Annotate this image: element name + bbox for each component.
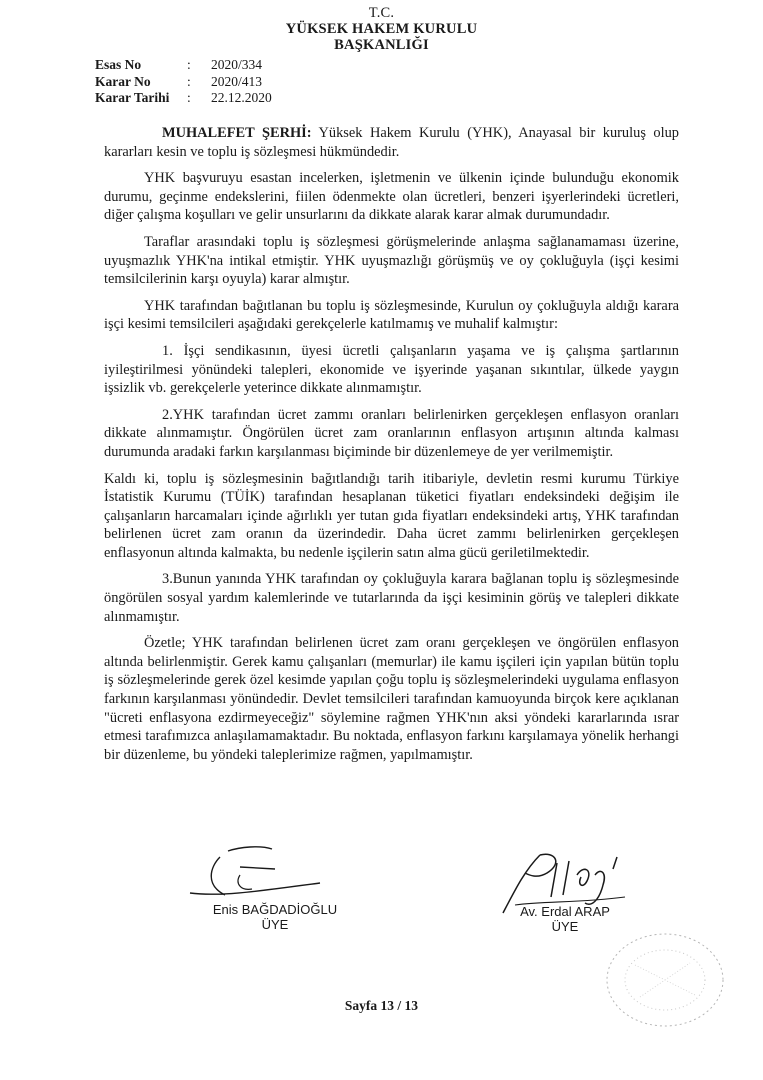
reference-separator: : [187,90,191,106]
reference-separator: : [187,57,191,72]
reference-row-karar-tarihi [95,90,272,107]
official-stamp-image [595,925,735,1035]
paragraph-point-2: 2.YHK tarafından ücret zammı oranları belirlenirken gerçekleşen enflasyon oranları dikkate alınmamıştır. Öngörülen ücret zam oranlarının enflasyon artışının altında kalması durumunda aradaki farkın karşılanması biçiminde bir düzenlemeye de yer verilmemiştir. [104,406,679,460]
reference-block [95,57,272,107]
page-number: Sayfa 13 / 13 [344,998,419,1013]
paragraph-inflation: Kaldı ki, toplu iş sözleşmesinin bağıtlandığı tarih itibariyle, devletin resmi kurumu Türkiye İstatistik Kurumu (TÜİK) tarafından hesaplanan tüketici fiyatları endeksindeki değişim ile çalışanların harcamaları içinde ağırlıklı yer tutan gıda fiyatları endeksindeki artış, YHK tarafından belirlenen ücret zam oranın da üzerindedir. Daha ücret zammı belirlenirken gerçekleşen enflasyonun altında kalmakta, bu nedenle işçilerin satın alma gücü geriletilmektedir. [104,470,679,561]
paragraph-dissent-intro [104,124,679,161]
right-signer-title: ÜYE [551,919,579,934]
paragraph-summary: Özetle; YHK tarafından belirlenen ücret zam oranı gerçekleşen ve öngörülen enflasyon altında belirlenmiştir. Gerek kamu çalışanları (memurlar) ile kamu işçileri için yapılan bütün toplu iş sözleşmelerinde gerek özel kesimde yapılan çoğu toplu iş sözleşmelerindeki uygulama enflasyon farkının karşılanması yönündedir. Devlet temsilcileri tarafından kamuoyunda birçok kere açıklanan "ücreti enflasyona ezdirmeyeceğiz" söylemine rağmen YHK'nın aksi yöndeki kararlarında ısrar etmesi tarafımızca anlaşılamamaktadır. Bu noktada, enflasyon farkını karşılamaya yönelik herhangi bir düzenleme, bu yöndeki taleplerimize rağmen, yapılmamıştır. [104,635,679,763]
reference-label: Karar Tarihi [95,90,170,106]
document-body [104,124,679,772]
reference-separator: : [187,73,191,89]
reference-row-esas [95,57,272,74]
left-signature-block [175,902,375,932]
header-department: BAŞKANLIĞI [334,37,429,53]
reference-label: Esas No [95,57,142,72]
paragraph-objection: YHK tarafından bağıtlanan bu toplu iş sözleşmesinde, Kurulun oy çokluğuyla aldığı karara işçi kesimi temsilcileri aşağıdaki gerekçelerle katılmamış ve muhalif kalmıştır: [104,297,679,333]
dissent-heading: MUHALEFET ŞERHİ: [162,125,312,141]
reference-value: 22.12.2020 [211,90,272,106]
reference-value: 2020/334 [211,57,263,72]
paragraph-dispute: Taraflar arasındaki toplu iş sözleşmesi görüşmelerinde anlaşma sağlanamaması üzerine, uyuşmazlık YHK'na intikal etmiştir. YHK uyuşmazlığı görüşmüş ve oy çokluğuyla (işçi kesimi temsilcilerinin karşı oyuyla) karar almıştır. [104,233,679,288]
dissent-intro-text: Yüksek Hakem Kurulu (YHK), Anayasal bir kuruluş olup kararları kesin ve toplu iş sözleşmesi hükmündedir. [104,125,679,160]
header-country: T.C. [368,5,395,21]
reference-label: Karar No [95,73,151,89]
left-signer-title: ÜYE [261,917,289,932]
right-signer-name: Av. Erdal ARAP [520,904,610,919]
paragraph-review-scope: YHK başvuruyu esastan incelerken, işletmenin ve ülkenin içinde bulunduğu ekonomik durumu, geçinme endekslerini, fiilen ödenmekte olan ücretleri, benzeri işyerlerindeki ücretleri, diğer çalışma koşulları ve gelir unsurlarını da dikkate alarak karar almak durumundadır. [104,170,679,224]
reference-row-karar [95,74,272,91]
left-signer-name: Enis BAĞDADİOĞLU [212,902,338,917]
header-institution: YÜKSEK HAKEM KURULU [285,21,478,37]
paragraph-point-3: 3.Bunun yanında YHK tarafından oy çokluğuyla karara bağlanan toplu iş sözleşmesinde öngörülen sosyal yardım kalemlerinde ve tutarlarında da işçi kesiminin görüş ve talepleri dikkate alınmamıştır. [104,571,679,625]
left-signature-image [180,845,330,910]
paragraph-point-1: 1. İşçi sendikasının, üyesi ücretli çalışanların yaşama ve iş çalışma şartlarının iyileştirilmesi yönündeki talepleri, ekonomide ve işyerinde yaşanan sıkıntılar, ülkede yaygın işsizlik vb. gerekçelerle yeterince dikkate alınmamıştır. [104,342,679,397]
reference-value: 2020/413 [211,73,263,89]
